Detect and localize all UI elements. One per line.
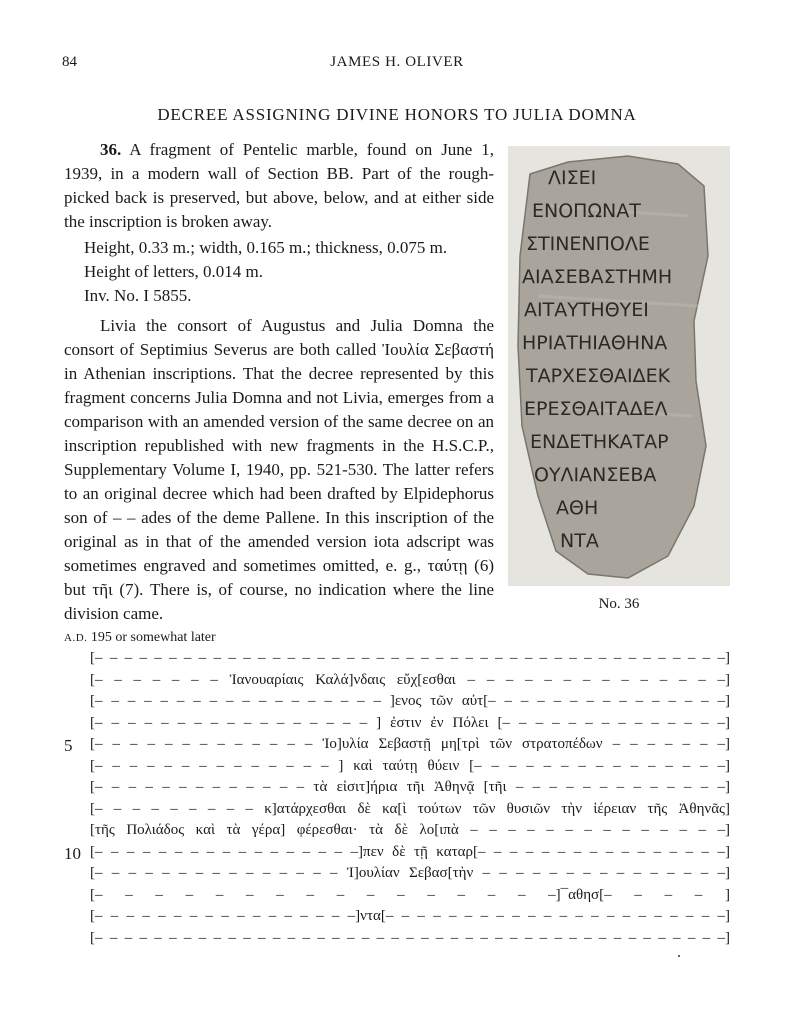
inscription-line — [64, 650, 734, 672]
line-text: [– – – – – – – – – – – – – τὰ εἰσιτ]ήρια τῆι Ἀθηνᾷ [τῆι – – – – – – – – – – – – –] — [90, 779, 730, 795]
carved-letters: ΣΤΙΝΕΝΠΟΛΕ — [526, 233, 650, 255]
line-text: [– – – – – – – – – – – – – – – – – – – – – – – – – – – – – – – – – – – – – – – – – – –] — [90, 650, 730, 666]
inscription-line — [64, 693, 734, 715]
date-line — [64, 630, 216, 646]
discussion-paragraph: Livia the consort of Augustus and Julia Domna the consort of Septimius Severus are both called Ἰουλία Σεβαστή in Athenian inscriptions. That the decree represented by this fragment concerns Julia Domna and not Livia, emerges from a comparison with an amended version of the same decree on an inscription republished with new fragments in the H.S.C.P., Supplementary Volume I, 1940, pp. 521-530. The latter refers to an original decree which had been drafted by Elpidephorus son of – – ades of the deme Pallene. In this inscription of the original as in that of the amended version iota adscript was sometimes engraved and sometimes omitted, e. g., ταύτῃ (6) but τῆι (7). There is, of course, no indication where the line division came. — [64, 316, 494, 623]
inscription-line — [64, 930, 734, 952]
specifications — [84, 236, 504, 308]
line-text: [τῆς Πολιάδος καὶ τὰ γέρα] φέρεσθαι· τὰ δὲ λο[ιπὰ – – – – – – – – – – – – – –] — [90, 822, 730, 838]
line-text: [– – – – – – – – – – – – – – – – – – – – – – – – – – – – – – – – – – – – – – – – – – –] — [90, 929, 730, 946]
line-number: 10 — [64, 843, 81, 863]
inscription-text — [64, 650, 734, 951]
line-number: 5 — [64, 736, 73, 755]
inscription-line — [64, 801, 734, 823]
line-text: [– – – – – – – – – – – – – – – – – – ]ενος τῶν αὐτ[– – – – – – – – – – – – – – –] — [90, 693, 730, 709]
fragment-photo — [508, 146, 730, 586]
inscription-line — [64, 758, 734, 780]
spec-inventory: Inv. No. I 5855. — [84, 286, 192, 305]
intro-paragraph — [64, 138, 494, 234]
inscription-line — [64, 908, 734, 930]
line-text: [– – – – – – – – – κ]ατάρχεσθαι δὲ κα[ὶ τούτων τῶν θυσιῶν τὴν ἱέρειαν τῆς Ἀθηνᾶς] — [90, 800, 730, 817]
carved-letters: ΑΙΤΑΥΤΗΘΥΕΙ — [524, 299, 649, 321]
carved-letters: ΕΝΟΠΩΝΑΤ — [532, 200, 641, 222]
carved-letters: ΟΥΛΙΑΝΣΕΒΑ — [534, 464, 657, 486]
carved-letters: ΗΡΙΑΤΗΙΑΘΗΝΑ — [522, 332, 668, 354]
inscription-line — [64, 715, 734, 737]
line-text: [– – – – – – – – – – – – – – – – –]πεν δὲ τῇ καταρ[– – – – – – – – – – – – – – – –] — [90, 843, 730, 860]
inscription-line — [64, 779, 734, 801]
carved-letters: ΑΘΗ — [556, 497, 599, 519]
spec-letter-height: Height of letters, 0.014 m. — [84, 262, 263, 281]
inscription-line — [64, 672, 734, 694]
inscription-line — [64, 844, 734, 866]
carved-letters: ΛΙΣΕΙ — [548, 167, 597, 189]
carved-letters: ΤΑΡΧΕΣΘΑΙΔΕΚ — [526, 365, 671, 387]
carved-letters: ΑΙΑΣΕΒΑΣΤΗΜΗ — [522, 266, 673, 288]
running-head: JAMES H. OLIVER — [330, 54, 464, 70]
photo-caption: No. 36 — [598, 596, 640, 612]
line-text: [– – – – – – – – – – – – – – – –]¯αθησ[– – – – ] — [90, 886, 730, 903]
line-text: [– – – – – – – – – – – – – – – – –]ντα[– – – – – – – – – – – – – – – – – – – – – –] — [90, 908, 730, 924]
line-text: [– – – – – – – – – – – – – Ἰο]υλία Σεβαστῇ μη[τρὶ τῶν στρατοπέδων – – – – – – –] — [90, 736, 730, 752]
entry-number: 36. — [100, 140, 122, 159]
line-text: [– – – – – – – – – – – – – – – – – ] ἐστιν ἐν Πόλει [– – – – – – – – – – – – – –] — [90, 714, 730, 731]
line-text: [– – – – – – – – – – – – – – – Ἰ]ουλίαν Σεβασ[τὴν – – – – – – – – – – – – – – –] — [90, 865, 730, 881]
page-number: 84 — [62, 54, 77, 70]
marble-fragment-image — [508, 146, 730, 586]
line-text: [– – – – – – – Ἰανουαρίαις Καλά]νδαις εὔχ[εσθαι – – – – – – – – – – – – – –] — [90, 671, 730, 688]
carved-letters: ΝΤΑ — [560, 530, 599, 552]
inscription-line — [64, 865, 734, 887]
spec-dimensions: Height, 0.33 m.; width, 0.165 m.; thickness, 0.075 m. — [84, 238, 448, 257]
inscription-line — [64, 736, 734, 758]
inscription-line — [64, 887, 734, 909]
article-title: DECREE ASSIGNING DIVINE HONORS TO JULIA DOMNA — [157, 105, 637, 124]
date-era: A.D. — [64, 632, 88, 644]
carved-letters: ΕΡΕΣΘΑΙΤΑΔΕΛ — [524, 398, 668, 420]
date-text: 195 or somewhat later — [87, 630, 216, 645]
intro-text: A fragment of Pentelic marble, found on June 1, 1939, in a modern wall of Section BB. Part of the rough-picked back is preserved, but above, below, and at either side the inscription is broken away. — [64, 140, 494, 231]
inscription-line — [64, 822, 734, 844]
stray-mark — [678, 955, 680, 957]
carved-letters: ΕΝΔΕΤΗΚΑΤΑΡ — [530, 431, 669, 453]
line-text: [– – – – – – – – – – – – – – ] καὶ ταύτῃ θύειν [– – – – – – – – – – – – – – –] — [90, 757, 730, 774]
